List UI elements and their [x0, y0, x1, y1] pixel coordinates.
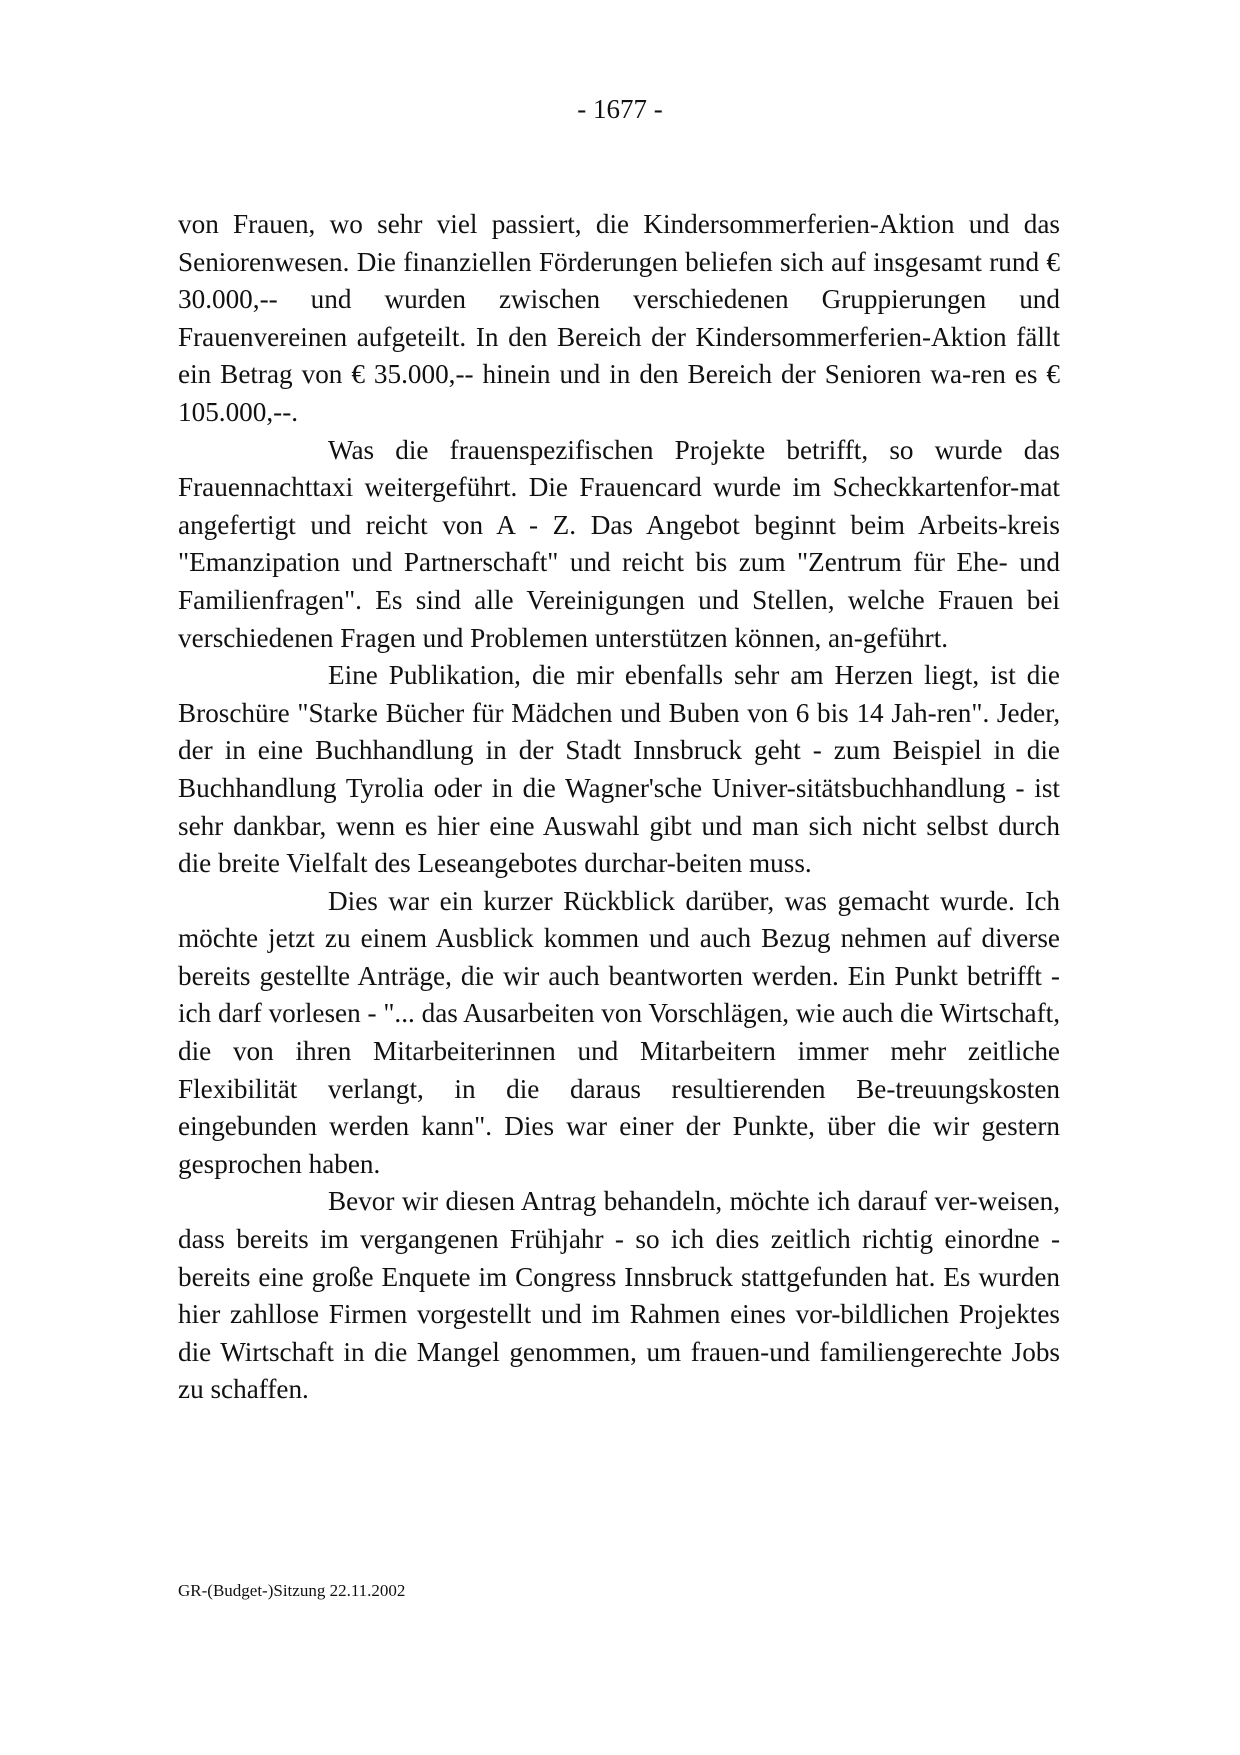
body-text	[178, 206, 1060, 1409]
page-number: - 1677 -	[577, 94, 663, 124]
paragraph: Bevor wir diesen Antrag behandeln, möchte ich darauf ver-weisen, dass bereits im vergangenen Frühjahr - so ich dies zeitlich richtig einordne - bereits eine große Enquete im Congress Innsbruck stattgefunden hat. Es wurden hier zahllose Firmen vorgestellt und im Rahmen eines vor-bildlichen Projektes die Wirtschaft in die Mangel genommen, um frauen-und familiengerechte Jobs zu schaffen.	[178, 1186, 1060, 1405]
paragraph: Eine Publikation, die mir ebenfalls sehr am Herzen liegt, ist die Broschüre "Starke Bücher für Mädchen und Buben von 6 bis 14 Jah-ren". Jeder, der in eine Buchhandlung in der Stadt Innsbruck geht - zum Beispiel in die Buchhandlung Tyrolia oder in die Wagner'sche Univer-sitätsbuchhandlung - ist sehr dankbar, wenn es hier eine Auswahl gibt und man sich nicht selbst durch die breite Vielfalt des Leseangebotes durchar-beiten muss.	[178, 660, 1060, 879]
paragraph: Dies war ein kurzer Rückblick darüber, was gemacht wurde. Ich möchte jetzt zu einem Ausblick kommen und auch Bezug nehmen auf diverse bereits gestellte Anträge, die wir auch beantworten werden. Ein Punkt betrifft - ich darf vorlesen - "... das Ausarbeiten von Vorschlägen, wie auch die Wirtschaft, die von ihren Mitarbeiterinnen und Mitarbeitern immer mehr zeitliche Flexibilität verlangt, in die daraus resultierenden Be-treuungskosten eingebunden werden kann". Dies war einer der Punkte, über die wir gestern gesprochen haben.	[178, 885, 1061, 1179]
paragraph: von Frauen, wo sehr viel passiert, die Kindersommerferien-Aktion und das Seniorenwesen. Die finanziellen Förderungen beliefen sich auf insgesamt rund € 30.000,-- und wurden zwischen verschiedenen Gruppierungen und Frauenvereinen aufgeteilt. In den Bereich der Kindersommerferien-Aktion fällt ein Betrag von € 35.000,-- hinein und in den Bereich der Senioren wa-ren es € 105.000,--.	[178, 209, 1060, 427]
footer-session-date: GR-(Budget-)Sitzung 22.11.2002	[178, 1581, 406, 1600]
paragraph: Was die frauenspezifischen Projekte betrifft, so wurde das Frauennachttaxi weitergeführt. Die Frauencard wurde im Scheckkartenfor-mat angefertigt und reicht von A - Z. Das Angebot beginnt beim Arbeits-kreis "Emanzipation und Partnerschaft" und reicht bis zum "Zentrum für Ehe- und Familienfragen". Es sind alle Vereinigungen und Stellen, welche Frauen bei verschiedenen Fragen und Problemen unterstützen können, an-geführt.	[178, 434, 1060, 653]
